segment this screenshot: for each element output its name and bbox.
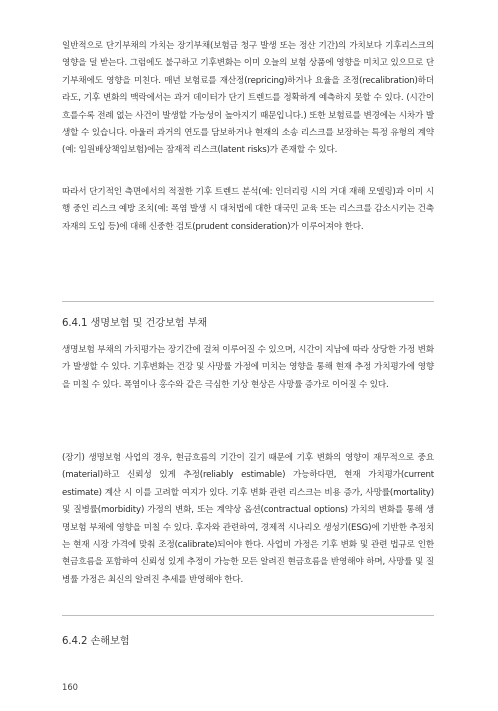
body-paragraph: 따라서 단기적인 측면에서의 적절한 기후 트렌드 분석(예: 인더리링 시의 거대 재해 모델링)과 이미 시행 중인 리스크 예방 조치(예: 폭염 발생 시 대처법에 대한 대국민 교육 또는 리스크를 감소시키는 건축 자재의 도입 등)에 대해 신중한 검토(prudent consideration)가 이루어져야 한다. (62, 187, 434, 232)
body-paragraph: 일반적으로 단기부채의 가치는 장기부채(보험금 청구 발생 또는 정산 기간)의 가치보다 기후리스크의 영향을 덜 받는다. 그럼에도 불구하고 기후변화는 이미 오늘의 보험 상품에 영향을 미치고 있으므로 단기부채에도 영향을 미친다. 매년 보험료를 재산정(repricing)하거나 요율을 조정(recalibration)하더라도, 기후 변화의 맥락에서는 과거 데이터가 단기 트렌드를 정확하게 예측하지 못할 수 있다. (시간이 흐를수록 전례 없는 사건이 발생할 가능성이 높아지기 때문입니다.) 또한 보험료를 변경에는 시차가 발생할 수 있습니다. 아울러 과거의 연도를 담보하거나 현재의 소송 리스크를 보장하는 특정 유형의 계약(예: 임원배상책임보험)에는 잠재적 리스크(latent risks)가 존재할 수 있다. (62, 41, 434, 156)
section-divider (62, 301, 434, 302)
section-heading: 6.4.1 생명보험 및 건강보험 부채 (62, 318, 208, 329)
page-number: 160 (62, 682, 78, 692)
body-paragraph: (장기) 생명보험 사업의 경우, 현금흐름의 기간이 길기 때문에 기후 변화의 영향이 재무적으로 중요(material)하고 신뢰성 있게 추정(reliably estimable) 가능하다면, 현재 가치평가(current estimate) 계산 시 이를 고려할 여지가 있다. 기후 변화 관련 리스크는 비용 증가, 사망률(mortality) 및 질병률(morbidity) 가정의 변화, 또는 계약상 옵션(contractual options) 가치의 변화를 통해 생명보험 부채에 영향을 미칠 수 있다. 후자와 관련하여, 경제적 시나리오 생성기(ESG)에 기반한 추정치는 현재 시장 가격에 맞춰 조정(calibrate)되어야 한다. 사업비 가정은 기후 변화 및 관련 법규로 인한 현금흐름을 포함하여 신뢰성 있게 추정이 가능한 모든 알려진 현금흐름을 반영해야 하며, 사망률 및 질병률 가정은 최신의 알려진 추세를 반영해야 한다. (62, 453, 434, 585)
body-paragraph: 생명보험 부채의 가치평가는 장기간에 걸쳐 이루어질 수 있으며, 시간이 지남에 따라 상당한 가정 변화가 발생할 수 있다. 기후변화는 건강 및 사망률 가정에 미치는 영향을 통해 현재 추정 가치평가에 영향을 미칠 수 있다. 폭염이나 홍수와 같은 극심한 기상 현상은 사망률 증가로 이어질 수 있다. (62, 345, 434, 390)
section-heading: 6.4.2 손해보험 (62, 636, 130, 647)
section-divider (62, 615, 434, 616)
